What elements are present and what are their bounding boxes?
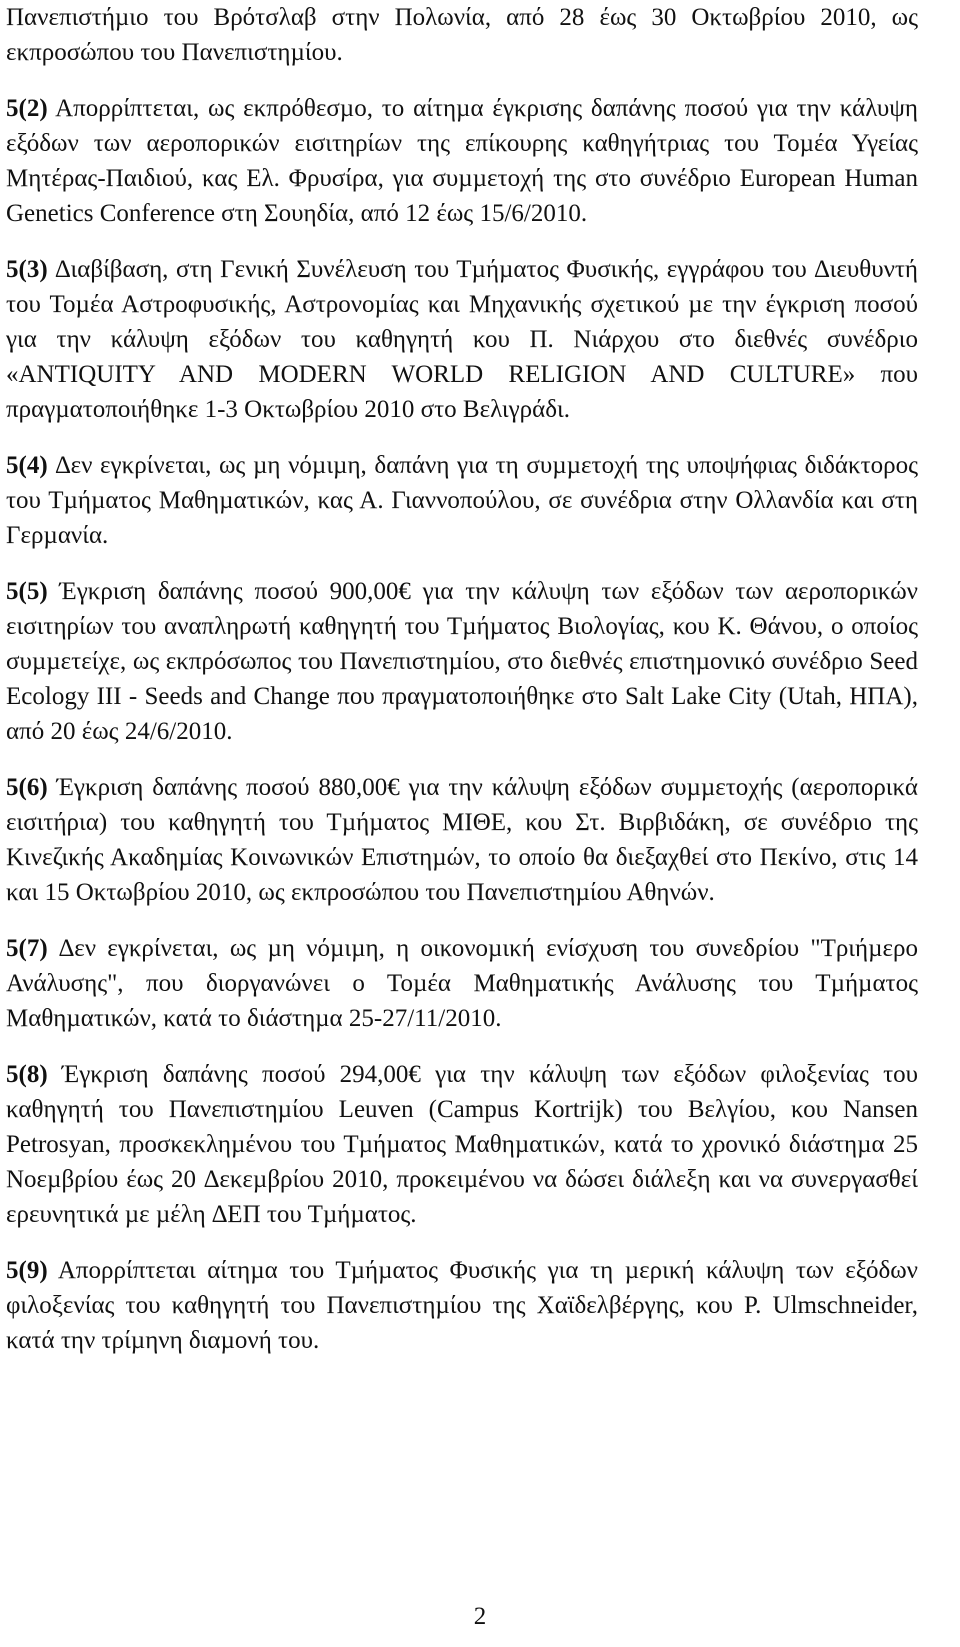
- item-number: 5(5): [6, 578, 48, 605]
- item-number: 5(8): [6, 1061, 48, 1088]
- item-paragraph: [6, 448, 918, 553]
- item-paragraph: [6, 1057, 918, 1232]
- item-paragraph: [6, 1253, 918, 1358]
- item-number: 5(6): [6, 774, 48, 801]
- item-text: ∆ιαβίβαση, στη Γενική Συνέλευση του Τµήµατος Φυσικής, εγγράφου του ∆ιευθυντή του Τοµέα Αστροφυσικής, Αστρονοµίας και Μηχανικής σχετικού µε την έγκριση ποσού για την κάλυψη εξόδων του καθηγητή κου Π. Νιάρχου στο διεθνές συνέδριο «ANTIQUITY AND MODERN WORLD RELIGION AND CULTURE» που πραγµατοποιήθηκε 1-3 Οκτωβρίου 2010 στο Βελιγράδι.: [6, 256, 918, 423]
- item-number: 5(2): [6, 95, 48, 122]
- item-text: ∆εν εγκρίνεται, ως µη νόµιµη, η οικονοµική ενίσχυση του συνεδρίου "Τριήµερο Ανάλυσης", που διοργανώνει ο Τοµέα Μαθηµατικής Ανάλυσης του Τµήµατος Μαθηµατικών, κατά το διάστηµα 25-27/11/2010.: [6, 935, 918, 1032]
- item-paragraph: [6, 770, 918, 910]
- page-number: 2: [473, 1603, 487, 1630]
- item-text: Έγκριση δαπάνης ποσού 294,00€ για την κάλυψη των εξόδων φιλοξενίας του καθηγητή του Πανεπιστηµίου Leuven (Campus Kortrijk) του Βελγίου, κου Nansen Petrosyan, προσκεκληµένου του Τµήµατος Μαθηµατικών, κατά το χρονικό διάστηµα 25 Νοεµβρίου έως 20 ∆εκεµβρίου 2010, προκειµένου να δώσει διάλεξη και να συνεργασθεί ερευνητικά µε µέλη ∆ΕΠ του Τµήµατος.: [6, 1061, 918, 1228]
- item-text: Απορρίπτεται αίτηµα του Τµήµατος Φυσικής για τη µερική κάλυψη των εξόδων φιλοξενίας του καθηγητή του Πανεπιστηµίου της Χαϊδελβέργης, κου P. Ulmschneider, κατά την τρίµηνη διαµονή του.: [6, 1257, 918, 1354]
- item-paragraph: [6, 252, 918, 427]
- intro-paragraph: [6, 0, 918, 70]
- item-number: 5(4): [6, 452, 48, 479]
- item-number: 5(3): [6, 256, 48, 283]
- item-number: 5(9): [6, 1257, 48, 1284]
- item-paragraph: [6, 931, 918, 1036]
- item-text: Έγκριση δαπάνης ποσού 900,00€ για την κάλυψη των εξόδων των αεροπορικών εισιτηρίων του αναπληρωτή καθηγητή του Τµήµατος Βιολογίας, κου Κ. Θάνου, ο οποίος συµµετείχε, ως εκπρόσωπος του Πανεπιστηµίου, στο διεθνές επιστηµονικό συνέδριο Seed Ecology III - Seeds and Change που πραγµατοποιήθηκε στο Salt Lake City (Utah, ΗΠΑ), από 20 έως 24/6/2010.: [6, 578, 918, 745]
- intro-text: Πανεπιστήµιο του Βρότσλαβ στην Πολωνία, από 28 έως 30 Οκτωβρίου 2010, ως εκπροσώπου του Πανεπιστηµίου.: [6, 4, 918, 66]
- item-text: Απορρίπτεται, ως εκπρόθεσµο, το αίτηµα έγκρισης δαπάνης ποσού για την κάλυψη εξόδων των αεροπορικών εισιτηρίων της επίκουρης καθηγήτριας του Τοµέα Υγείας Μητέρας-Παιδιού, κας Ελ. Φρυσίρα, για συµµετοχή της στο συνέδριο European Human Genetics Conference στη Σουηδία, από 12 έως 15/6/2010.: [6, 95, 918, 227]
- item-text: Έγκριση δαπάνης ποσού 880,00€ για την κάλυψη εξόδων συµµετοχής (αεροπορικά εισιτήρια) του καθηγητή του Τµήµατος ΜΙΘΕ, κου Στ. Βιρβιδάκη, σε συνέδριο της Κινεζικής Ακαδηµίας Κοινωνικών Επιστηµών, το οποίο θα διεξαχθεί στο Πεκίνο, στις 14 και 15 Οκτωβρίου 2010, ως εκπροσώπου του Πανεπιστηµίου Αθηνών.: [6, 774, 918, 906]
- item-paragraph: [6, 91, 918, 231]
- item-paragraph: [6, 574, 918, 749]
- item-text: ∆εν εγκρίνεται, ως µη νόµιµη, δαπάνη για τη συµµετοχή της υποψήφιας διδάκτορος του Τµήµατος Μαθηµατικών, κας Α. Γιαννοπούλου, σε συνέδρια στην Ολλανδία και στη Γερµανία.: [6, 452, 918, 549]
- item-number: 5(7): [6, 935, 48, 962]
